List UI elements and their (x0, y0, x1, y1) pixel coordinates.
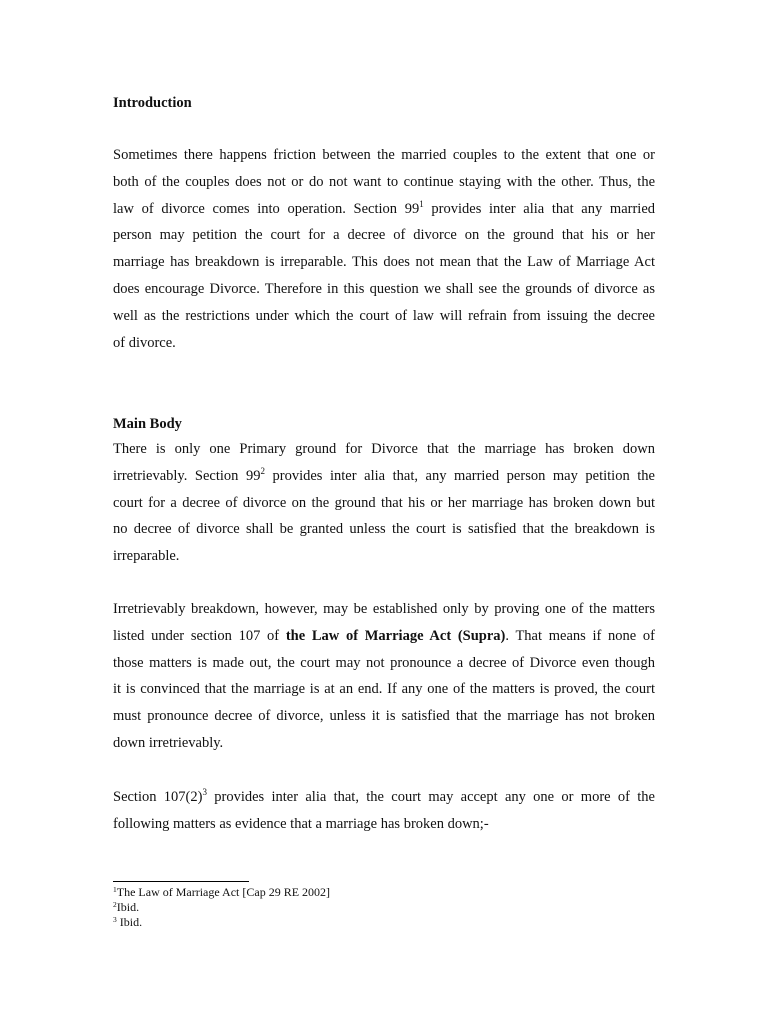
text-line: both of the couples does not or do not want to continue staying with the other. Thus, the (113, 173, 655, 190)
text-run: provides inter alia that, any married person may petition the (264, 467, 655, 484)
footnote-mark: 3 (113, 915, 117, 924)
main-body-paragraph (113, 436, 655, 570)
text-line: There is only one Primary ground for Divorce that the marriage has broken down (113, 441, 655, 457)
main-body-heading: Main Body (113, 416, 182, 432)
text-run: . That means if none of (505, 627, 655, 644)
text-line: must pronounce decree of divorce, unless it is satisfied that the marriage has not broken (113, 708, 655, 725)
text-line: person may petition the court for a decree of divorce on the ground that his or her (113, 227, 655, 244)
footnote-1 (113, 885, 330, 900)
text-run: provides inter alia that, the court may accept any one or more of the (206, 789, 655, 805)
text-line: it is convinced that the marriage is at an end. If any one of the matters is proved, the court (113, 681, 655, 698)
text-line (113, 196, 655, 223)
text-run: law of divorce comes into operation. Section 99 (113, 200, 420, 217)
text-line: down irretrievably. (113, 734, 224, 751)
text-run: listed under section 107 of (113, 627, 286, 644)
text-line (113, 784, 655, 811)
footnote-separator (113, 881, 249, 882)
footnote-2 (113, 900, 330, 915)
text-line: Sometimes there happens friction between the married couples to the extent that one or (113, 147, 655, 163)
breakdown-paragraph (113, 596, 655, 757)
text-line: Irretrievably breakdown, however, may be established only by proving one of the matters (113, 601, 655, 617)
footnote-mark: 2 (113, 900, 117, 909)
text-run: Section 107(2) (113, 789, 203, 805)
text-line: does encourage Divorce. Therefore in this question we shall see the grounds of divorce as (113, 280, 655, 297)
introduction-heading: Introduction (113, 95, 192, 111)
text-line: irreparable. (113, 548, 180, 565)
act-title-bold: the Law of Marriage Act (Supra) (285, 627, 506, 644)
footnote-3 (113, 915, 330, 930)
text-line: marriage has breakdown is irreparable. This does not mean that the Law of Marriage Act (113, 254, 655, 271)
footnote-text: Ibid. (116, 915, 143, 929)
text-line: well as the restrictions under which the court of law will refrain from issuing the decree (113, 307, 655, 324)
text-line: following matters as evidence that a marriage has broken down;- (113, 815, 489, 832)
footnote-text: The Law of Marriage Act [Cap 29 RE 2002] (116, 885, 331, 899)
footnote-ref-2[interactable]: 2 (260, 465, 265, 476)
text-run: provides inter alia that any married (423, 200, 655, 217)
footnote-mark: 1 (113, 885, 117, 894)
footnote-text: Ibid. (116, 900, 140, 914)
text-run: irretrievably. Section 99 (113, 467, 261, 484)
footnote-ref-1[interactable]: 1 (419, 198, 424, 209)
introduction-paragraph (113, 142, 655, 356)
text-line: no decree of divorce shall be granted unless the court is satisfied that the breakdown is (113, 521, 655, 538)
footnotes (113, 885, 330, 930)
section-107-paragraph (113, 784, 655, 838)
text-line: court for a decree of divorce on the ground that his or her marriage has broken down but (113, 494, 655, 511)
text-line (113, 463, 655, 490)
text-line: of divorce. (113, 334, 176, 351)
footnote-ref-3[interactable]: 3 (202, 787, 207, 797)
text-line (113, 623, 655, 650)
text-line: those matters is made out, the court may not pronounce a decree of Divorce even though (113, 654, 655, 671)
